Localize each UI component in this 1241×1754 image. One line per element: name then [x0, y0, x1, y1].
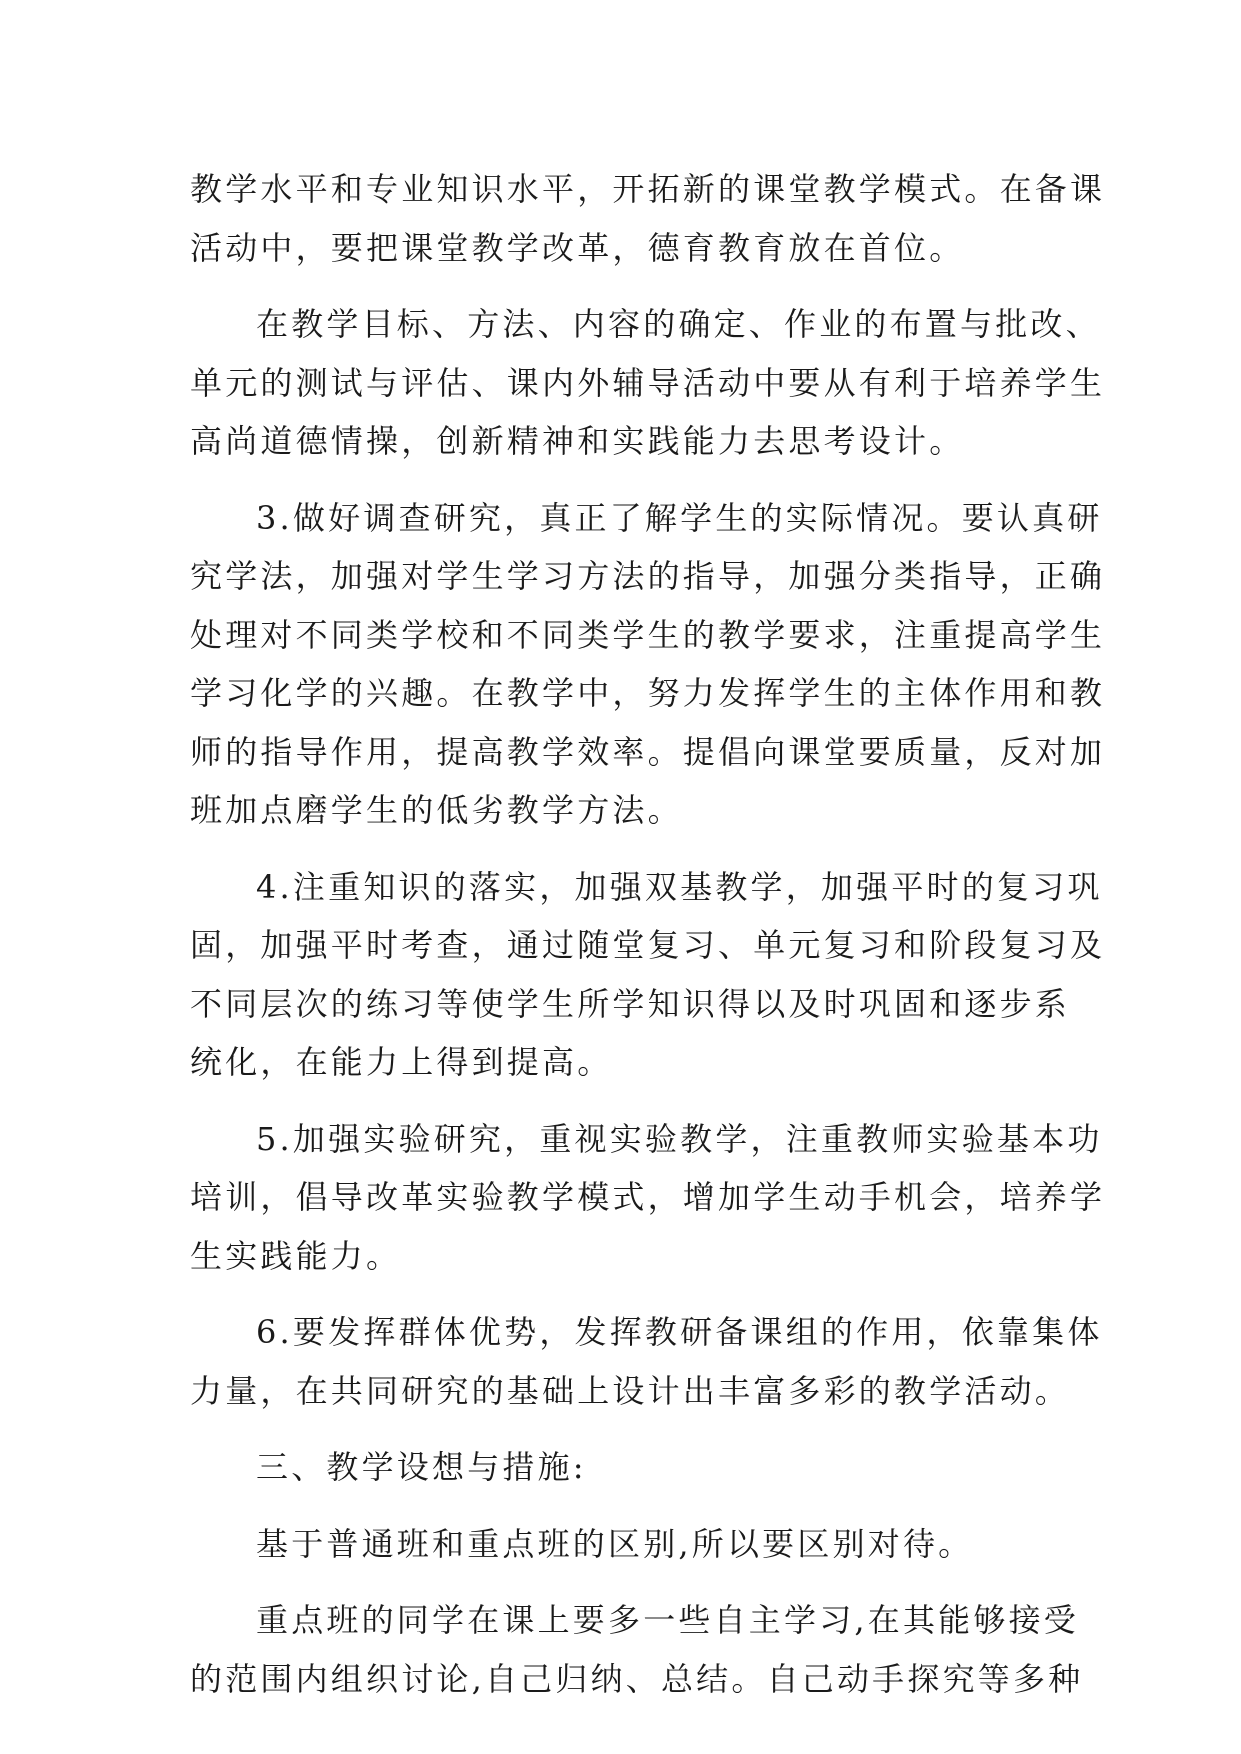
- text-line: 活动中，要把课堂教学改革，德育教育放在首位。: [190, 228, 965, 267]
- text-line: 不同层次的练习等使学生所学知识得以及时巩固和逐步系: [190, 984, 1071, 1023]
- text-line: 培训，倡导改革实验教学模式，增加学生动手机会，培养学: [190, 1178, 1106, 1216]
- paragraph: [190, 1591, 1084, 1708]
- paragraph: [190, 489, 1106, 840]
- text-line: 的范围内组织讨论,自己归纳、总结。自己动手探究等多种: [190, 1659, 1084, 1698]
- text-line: 重点班的同学在课上要多一些自主学习,在其能够接受: [256, 1601, 1079, 1639]
- paragraph: [190, 295, 1106, 471]
- text-line: 三、教学设想与措施:: [256, 1448, 587, 1486]
- paragraph: [190, 1110, 1106, 1286]
- paragraph: [190, 1303, 1103, 1420]
- text-line: 究学法，加强对学生学习方法的指导，加强分类指导，正确: [190, 557, 1106, 595]
- text-line: 5.加强实验研究，重视实验教学，注重教师实验基本功: [256, 1119, 1103, 1158]
- text-line: 3.做好调查研究，真正了解学生的实际情况。要认真研: [256, 498, 1103, 537]
- text-line: 师的指导作用，提高教学效率。提倡向课堂要质量，反对加: [190, 732, 1106, 771]
- text-line: 固，加强平时考查，通过随堂复习、单元复习和阶段复习及: [190, 926, 1106, 964]
- text-line: 教学水平和专业知识水平，开拓新的课堂教学模式。在备课: [190, 170, 1106, 208]
- text-line: 4.注重知识的落实，加强双基教学，加强平时的复习巩: [256, 867, 1103, 906]
- document-page: [190, 160, 1106, 1726]
- text-line: 班加点磨学生的低劣教学方法。: [190, 791, 683, 829]
- section-heading: [190, 1438, 1052, 1497]
- paragraph: [190, 858, 1106, 1092]
- text-line: 处理对不同类学校和不同类学生的教学要求，注重提高学生: [190, 615, 1106, 654]
- text-line: 学习化学的兴趣。在教学中，努力发挥学生的主体作用和教: [190, 674, 1106, 712]
- text-line: 高尚道德情操，创新精神和实践能力去思考设计。: [190, 422, 965, 460]
- text-line: 6.要发挥群体优势，发挥教研备课组的作用，依靠集体: [256, 1313, 1103, 1351]
- paragraph: [190, 1515, 1052, 1574]
- text-line: 生实践能力。: [190, 1236, 402, 1275]
- text-line: 力量，在共同研究的基础上设计出丰富多彩的教学活动。: [190, 1371, 1071, 1410]
- text-line: 基于普通班和重点班的区别,所以要区别对待。: [256, 1524, 974, 1563]
- text-line: 单元的测试与评估、课内外辅导活动中要从有利于培养学生: [190, 363, 1106, 402]
- text-line: 统化，在能力上得到提高。: [190, 1043, 613, 1081]
- text-line: 在教学目标、方法、内容的确定、作业的布置与批改、: [256, 305, 1101, 343]
- paragraph: [190, 160, 1106, 277]
